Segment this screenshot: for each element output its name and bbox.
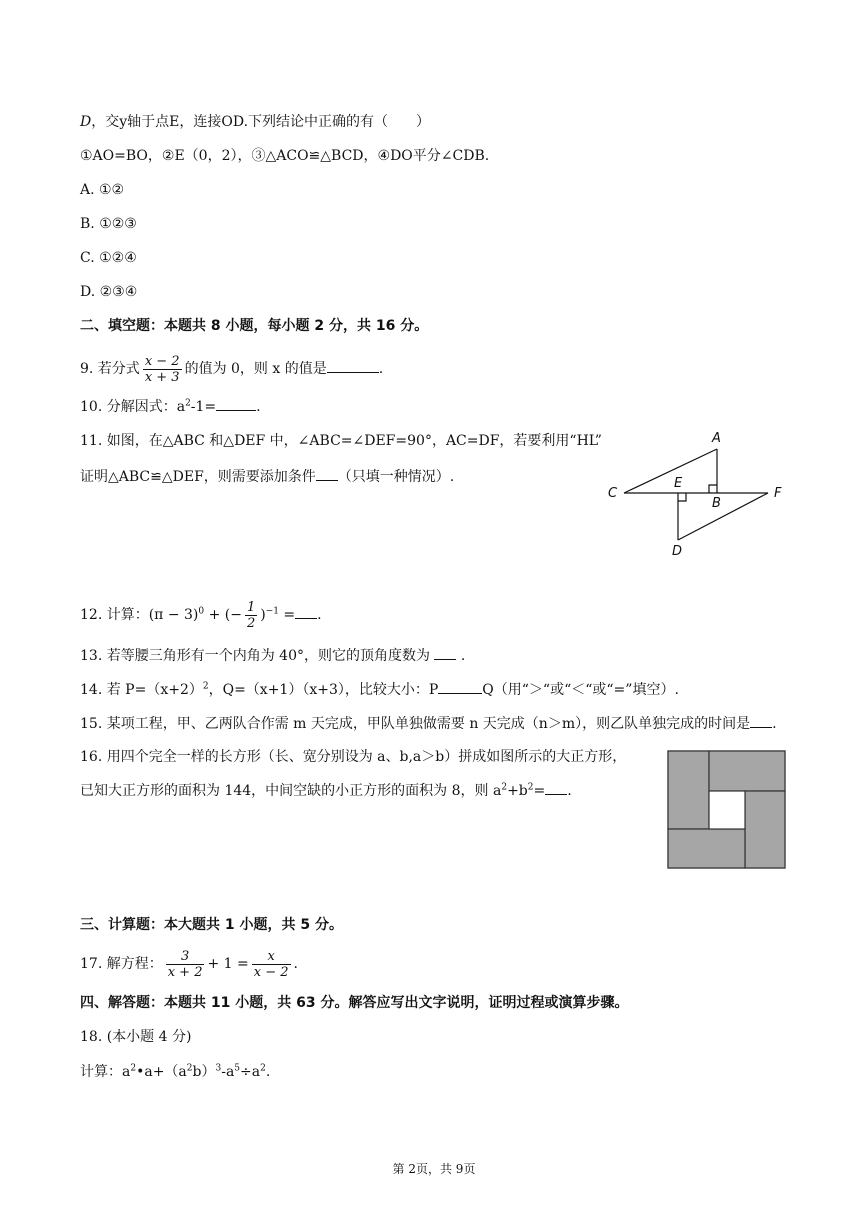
q8-label-d: D xyxy=(80,114,92,130)
section2-heading: 二、填空题：本题共 8 小题，每小题 2 分，共 16 分。 xyxy=(80,318,429,334)
q18-s4: 5 xyxy=(234,1063,241,1074)
right-angle-mark-e xyxy=(678,493,686,501)
q9-blank xyxy=(327,358,379,373)
q9-suffix: 的值为 0，则 x 的值是 xyxy=(184,361,327,377)
section3-heading: 三、计算题：本大题共 1 小题，共 5 分。 xyxy=(80,917,343,933)
label-c: C xyxy=(608,486,618,501)
q11-line2-text: 证明△ABC≌△DEF，则需要添加条件 xyxy=(80,469,316,485)
q12-plus: + (− xyxy=(204,607,242,623)
q18-s2: 2 xyxy=(186,1063,193,1074)
q11-line2-end: （只填一种情况）. xyxy=(337,469,455,485)
q14-part3: Q（用“＞“或“＜“或“=”填空）. xyxy=(482,682,679,698)
q11-line2 xyxy=(80,466,454,487)
section4-heading: 四、解答题：本题共 11 小题，共 63 分。解答应写出文字说明，证明过程或演算步骤。 xyxy=(80,995,629,1011)
rect-right xyxy=(745,791,785,868)
q14 xyxy=(80,679,679,700)
small-square-gap xyxy=(709,791,745,829)
label-d: D xyxy=(672,544,683,559)
q13: 13. 若等腰三角形有一个内角为 40°，则它的顶角度数为 . xyxy=(80,645,465,666)
q14-blank xyxy=(438,679,482,694)
q17-fraction2 xyxy=(252,949,291,980)
label-e: E xyxy=(674,476,683,491)
q17-mid: + 1 = xyxy=(207,956,249,972)
q16-line2a: 已知大正方形的面积为 144，中间空缺的小正方形的面积为 8，则 a xyxy=(80,783,502,799)
q12-close: ) xyxy=(260,607,266,623)
q14-part2: ，Q=（x+1）（x+3），比较大小：P xyxy=(208,682,439,698)
q8-cont-text: 交y轴于点E，连接OD.下列结论中正确的有（ ） xyxy=(105,114,431,130)
q16-blank xyxy=(545,780,567,795)
q16-line2b: +b xyxy=(507,783,528,799)
rect-bottom xyxy=(668,829,745,868)
q17-num2: x xyxy=(252,949,291,965)
q16-line2c: = xyxy=(533,783,546,799)
q12-exp0: 0 xyxy=(198,606,205,617)
q8-option-d: D. ②③④ xyxy=(80,284,138,300)
q12-prefix: 12. 计算： xyxy=(80,607,149,623)
q18-p4: -a xyxy=(221,1064,235,1080)
q18-expression xyxy=(80,1062,270,1082)
q8-option-b: B. ①②③ xyxy=(80,216,137,232)
q18-s1: 2 xyxy=(130,1063,137,1074)
label-b: B xyxy=(712,496,721,511)
q12-numerator: 1 xyxy=(246,599,256,615)
q12-expr1: (π − 3) xyxy=(148,607,199,623)
q16-line1: 16. 用四个完全一样的长方形（长、宽分别设为 a、b,a＞b）拼成如图所示的大正方形， xyxy=(80,749,627,765)
q9-denominator: x + 3 xyxy=(144,369,180,385)
q18-p3: b） xyxy=(192,1064,216,1080)
q9-prefix: 9. 若分式 xyxy=(80,361,140,377)
q18-p2: •a+（a xyxy=(136,1064,187,1080)
q12-fraction xyxy=(245,600,257,631)
q13-text: 13. 若等腰三角形有一个内角为 40°，则它的顶角度数为 xyxy=(80,648,430,664)
q18-p1: 计算：a xyxy=(80,1064,131,1080)
q9-numerator: x − 2 xyxy=(144,353,180,369)
q18-s5: 2 xyxy=(260,1063,266,1074)
q18-s3: 3 xyxy=(215,1063,222,1074)
segment-df xyxy=(678,493,768,540)
q10: 10. 分解因式：$a^2-1=$ . xyxy=(80,396,261,417)
q8-continuation: D，交y轴于点E，连接OD.下列结论中正确的有（ ） xyxy=(80,114,431,130)
q18-p6: . xyxy=(265,1064,271,1080)
q10-blank xyxy=(216,396,256,411)
q11-blank xyxy=(316,466,338,481)
q17-end: . xyxy=(293,956,298,972)
q15: 15. 某项工程，甲、乙两队合作需 m 天完成，甲队单独做需要 n 天完成（n＞m），则乙队单独完成的时间是 . xyxy=(80,713,777,734)
q12-denominator: 2 xyxy=(246,615,256,631)
q8-statements: ①AO=BO，②E（0，2），③△ACO≌△BCD，④DO平分∠CDB. xyxy=(80,148,490,164)
right-angle-mark-b xyxy=(709,485,717,493)
q10-sup: 2 xyxy=(185,398,191,409)
q17-den2: x − 2 xyxy=(253,964,289,980)
q10-suffix: -1= xyxy=(190,399,217,415)
q15-text: 15. 某项工程，甲、乙两队合作需 m 天完成，甲队单独做需要 n 天完成（n＞m），则乙队单独完成的时间是 xyxy=(80,716,751,732)
q12-eq: = xyxy=(278,607,296,623)
q12: 12. 计算：$(\pi - 3)^0$ + (− $\frac{1}{2}$ )$^{-1}$ = . xyxy=(80,599,322,631)
q10-prefix: 10. 分解因式：a xyxy=(80,399,186,415)
q17-fraction1 xyxy=(166,949,205,980)
q16-sup2: 2 xyxy=(527,782,534,793)
rect-left xyxy=(668,751,709,829)
q18-p5: ÷a xyxy=(240,1064,261,1080)
q14-sup: 2 xyxy=(202,681,209,692)
q12-expneg: −1 xyxy=(265,606,279,617)
q13-blank xyxy=(434,645,456,660)
q17-prefix: 17. 解方程： xyxy=(80,956,163,972)
q8-option-c: C. ①②④ xyxy=(80,250,137,266)
q12-blank xyxy=(295,604,317,619)
q9-fraction xyxy=(143,354,182,385)
segment-ca xyxy=(624,449,717,493)
q15-blank xyxy=(750,713,772,728)
q16-line2: 已知大正方形的面积为 144，中间空缺的小正方形的面积为 8，则 $a^2+b^2=$ . xyxy=(80,780,572,801)
q17 xyxy=(80,946,298,982)
q16-figure xyxy=(667,750,787,870)
q16-sup1: 2 xyxy=(501,782,508,793)
q11-line1: 11. 如图，在△ABC 和△DEF 中，∠ABC=∠DEF=90°，AC=DF，若要利用“HL” xyxy=(80,433,602,449)
q14-part1: 14. 若 P=（x+2） xyxy=(80,682,203,698)
label-a: A xyxy=(712,431,721,446)
rect-top xyxy=(709,751,785,791)
q9: 9. 若分式 $\frac{x - 2}{x + 3}$ 的值为 0，则 x 的值是 . xyxy=(80,353,384,385)
q8-option-a: A. ①② xyxy=(80,182,125,198)
q11-figure xyxy=(600,425,800,565)
label-f: F xyxy=(774,486,782,501)
q17-num1: 3 xyxy=(166,949,205,965)
page-footer: 第 2页，共 9页 xyxy=(392,1162,476,1176)
q18-title: 18. (本小题 4 分) xyxy=(80,1029,192,1045)
q17-den1: x + 2 xyxy=(167,964,203,980)
